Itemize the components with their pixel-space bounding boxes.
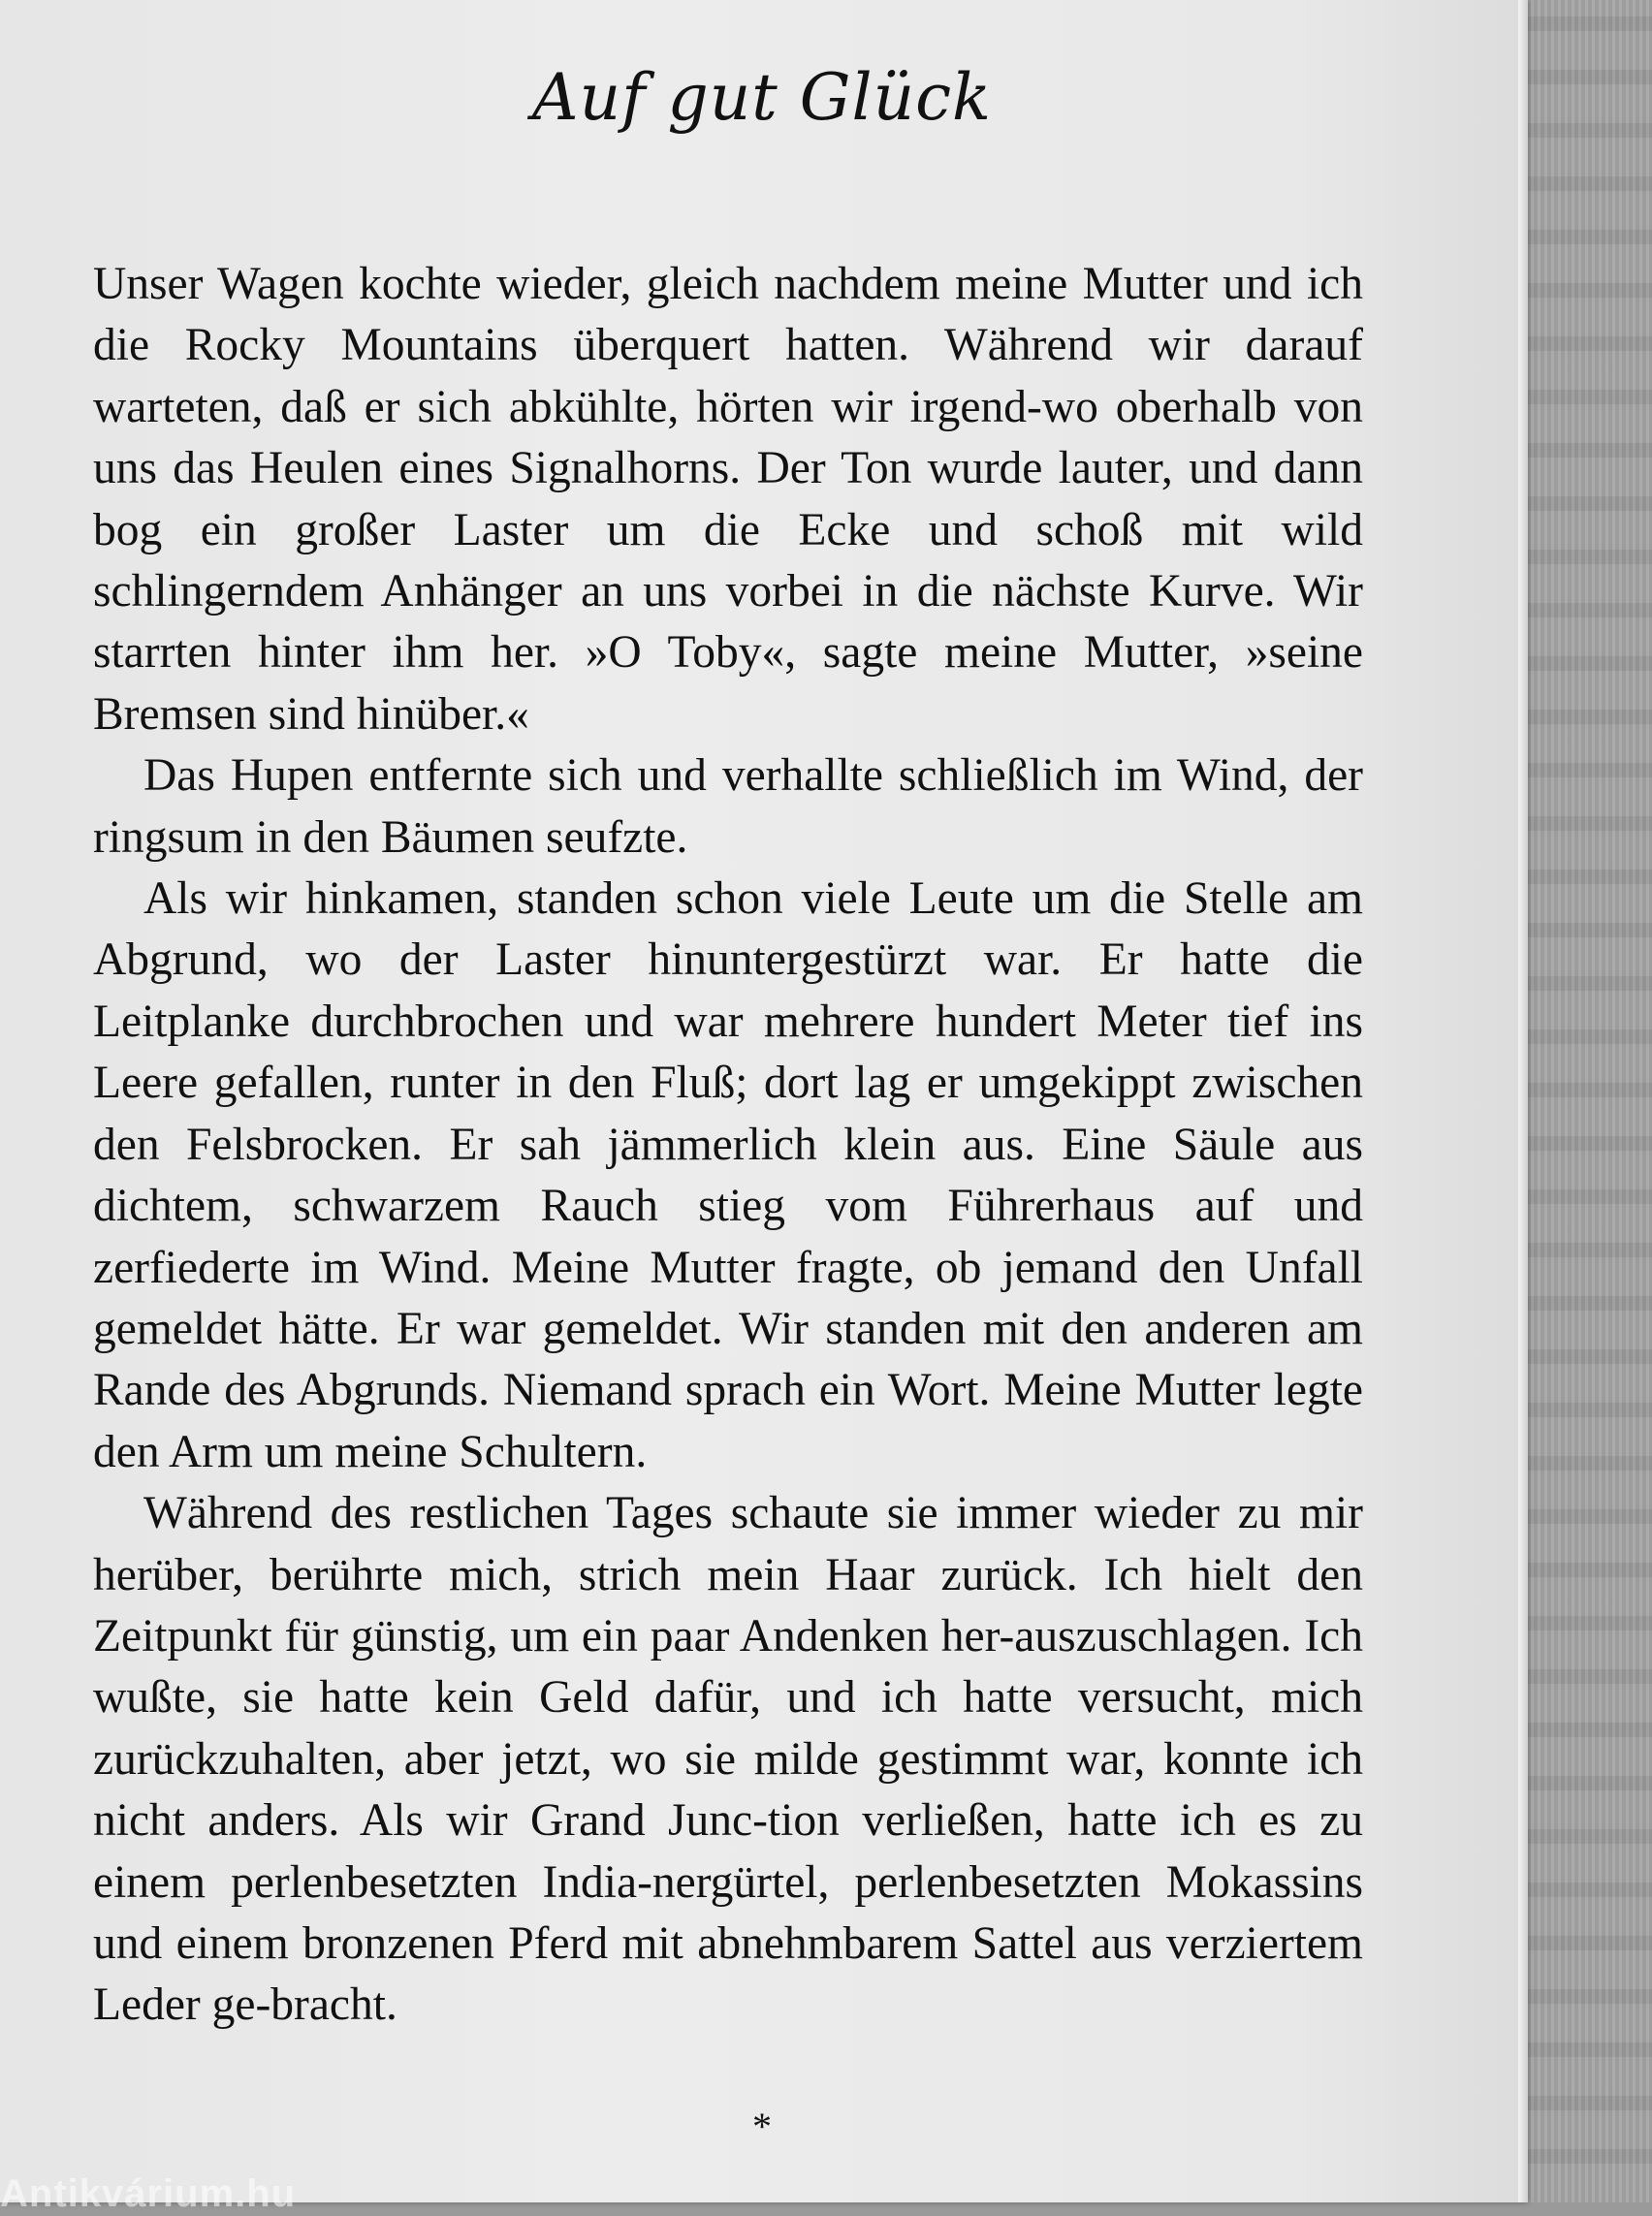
background-surface	[1517, 0, 1652, 2202]
paragraph: Als wir hinkamen, standen schon viele Leute um die Stelle am Abgrund, wo der Laster hinuntergestürzt war. Er hatte die Leitplanke durchbrochen und war mehrere hundert Meter tief ins Leere gefallen, runter in den Fluß; dort lag er umgekippt zwischen den Felsbrocken. Er sah jämmerlich klein aus. Eine Säule aus dichtem, schwarzem Rauch stieg vom Führerhaus auf und zerfiederte im Wind. Meine Mutter fragte, ob jemand den Unfall gemeldet hätte. Er war gemeldet. Wir standen mit den anderen am Rande des Abgrunds. Niemand sprach ein Wort. Meine Mutter legte den Arm um meine Schultern.	[93, 873, 1363, 1477]
chapter-title: Auf gut Glück	[531, 60, 993, 135]
paragraph: Unser Wagen kochte wieder, gleich nachdem meine Mutter und ich die Rocky Mountains überquert hatten. Während wir darauf warteten, daß er sich abkühlte, hörten wir irgend-wo oberhalb von uns das Heulen eines Signalhorns. Der Ton wurde lauter, und dann bog ein großer Laster um die Ecke und schoß mit wild schlingerndem Anhänger an uns vorbei in die nächste Kurve. Wir starrten hinter ihm her. »O Toby«, sagte meine Mutter, »seine Bremsen sind hinüber.«	[93, 259, 1363, 740]
page-edge	[1518, 0, 1528, 2202]
watermark: Antikvárium.hu	[0, 2172, 297, 2215]
paragraph: Das Hupen entfernte sich und verhallte schließlich im Wind, der ringsum in den Bäumen seufzte.	[93, 750, 1363, 863]
section-separator: *	[752, 2105, 772, 2148]
paragraph: Während des restlichen Tages schaute sie immer wieder zu mir herüber, berührte mich, strich mein Haar zurück. Ich hielt den Zeitpunkt für günstig, um ein paar Andenken her-auszuschlagen. Ich wußte, sie hatte kein Geld dafür, und ich hatte versucht, mich zurückzuhalten, aber jetzt, wo sie milde gestimmt war, konnte ich nicht anders. Als wir Grand Junc-tion verließen, hatte ich es zu einem perlenbesetzten India-nergürtel, perlenbesetzten Mokassins und einem bronzenen Pferd mit abnehmbarem Sattel aus verziertem Leder ge-bracht.	[93, 1488, 1363, 2031]
body-text	[93, 254, 1363, 2037]
